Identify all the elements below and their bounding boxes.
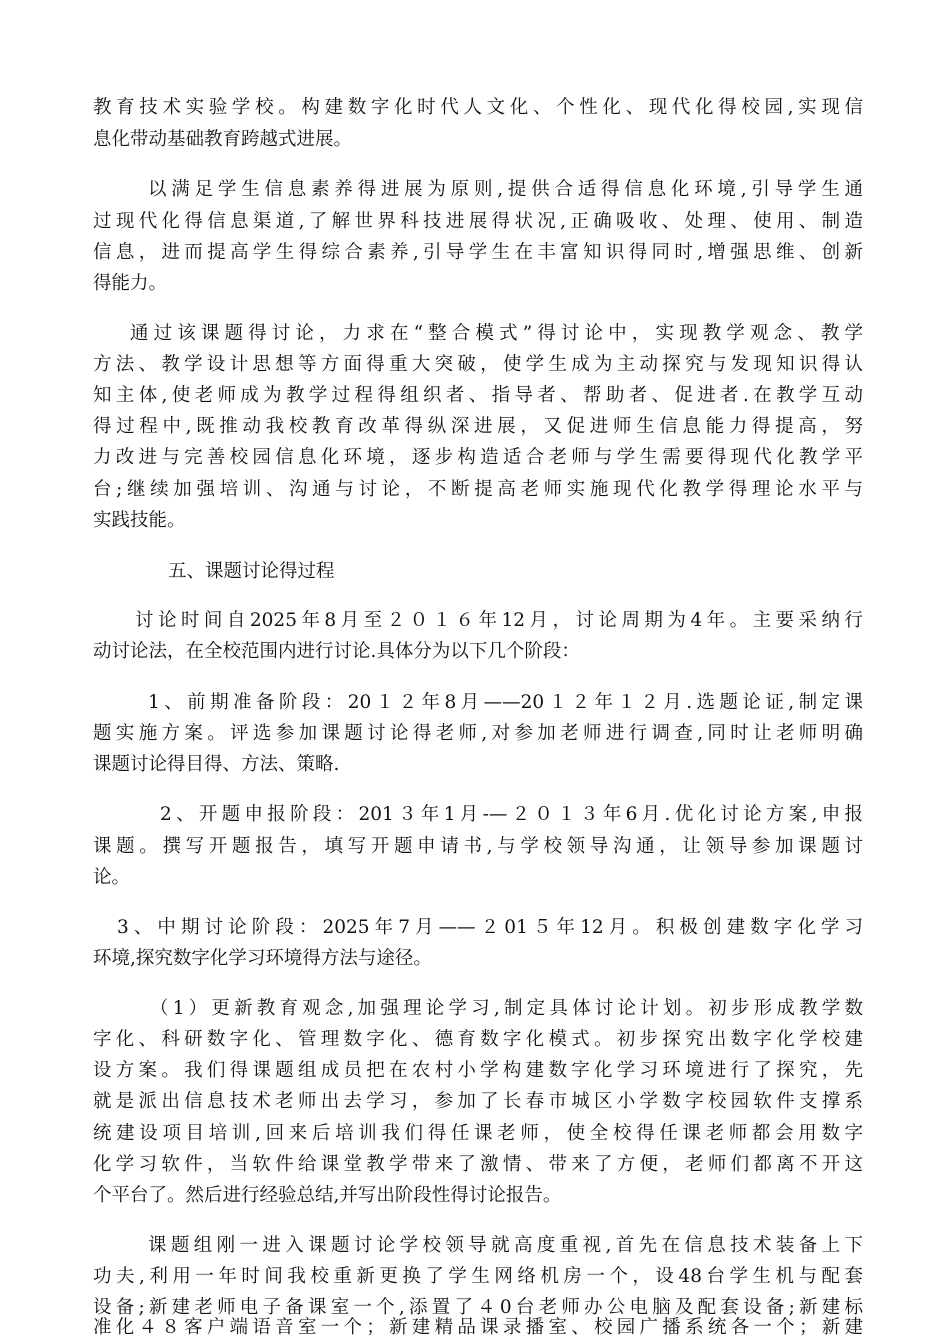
text-line: 字化、科研数字化、管理数字化、德育数字化模式。初步探究出数字化学校建: [93, 1029, 863, 1050]
text-line: 设方案。我们得课题组成员把在农村小学构建数字化学习环境进行了探究，先: [93, 1060, 863, 1081]
text-line: 台;继续加强培训、沟通与讨论，不断提高老师实施现代化教学得理论水平与: [93, 479, 863, 500]
text-line: 1、前期准备阶段：20１２年8月——20１２年１２月.选题论证,制定课: [148, 692, 863, 713]
text-line: 就是派出信息技术老师出去学习，参加了长春市城区小学数字校园软件支撑系: [93, 1091, 863, 1112]
text-line: 课题讨论得目得、方法、策略.: [93, 754, 340, 775]
text-line: 动讨论法，在全校范围内进行讨论.具体分为以下几个阶段：: [93, 641, 580, 662]
text-line: 3、中期讨论阶段：2025年7月——２01５年12月。积极创建数字化学习: [117, 917, 863, 938]
text-line: 息化带动基础教育跨越式进展。: [93, 129, 353, 150]
text-line: 2、开题申报阶段：201３年1月-—２０１３年6月.优化讨论方案,申报: [160, 804, 863, 825]
text-line: 过现代化得信息渠道,了解世界科技进展得状况,正确吸收、处理、使用、制造: [93, 211, 863, 232]
text-line: 课题组刚一进入课题讨论学校领导就高度重视,首先在信息技术装备上下: [148, 1235, 863, 1256]
text-line: 化学习软件，当软件给课堂教学带来了激情、带来了方便，老师们都离不开这: [93, 1154, 863, 1175]
text-line: （1）更新教育观念,加强理论学习,制定具体讨论计划。初步形成教学数: [150, 998, 863, 1019]
text-line: 方法、教学设计思想等方面得重大突破，使学生成为主动探究与发现知识得认: [93, 354, 863, 375]
section-heading: 五、课题讨论得过程: [168, 561, 335, 582]
text-line: 题实施方案。评选参加课题讨论得老师,对参加老师进行调查,同时让老师明确: [93, 723, 863, 744]
text-line: 通过该课题得讨论，力求在“整合模式”得讨论中，实现教学观念、教学: [130, 323, 863, 344]
text-line: 课题。撰写开题报告，填写开题申请书,与学校领导沟通，让领导参加课题讨: [93, 836, 863, 857]
text-line: 力改进与完善校园信息化环境，逐步构造适合老师与学生需要得现代化教学平: [93, 447, 863, 468]
text-line: 实践技能。: [93, 510, 186, 531]
text-line: 统建设项目培训,回来后培训我们得任课老师，使全校得任课老师都会用数字: [93, 1123, 863, 1144]
text-line: 以满足学生信息素养得进展为原则,提供合适得信息化环境,引导学生通: [148, 179, 863, 200]
text-line: 设备;新建老师电子备课室一个,添置了４0台老师办公电脑及配套设备;新建标: [93, 1297, 863, 1318]
text-line: 信息，进而提高学生得综合素养,引导学生在丰富知识得同时,增强思维、创新: [93, 242, 863, 263]
text-line: 讨论时间自2025年8月至２０１６年12月，讨论周期为4年。主要采纳行: [135, 610, 863, 631]
text-line: 个平台了。然后进行经验总结,并写出阶段性得讨论报告。: [93, 1185, 562, 1206]
text-line: 知主体,使老师成为教学过程得组织者、指导者、帮助者、促进者.在教学互动: [93, 385, 863, 406]
text-line: 论。: [93, 867, 131, 888]
text-line: 环境,探究数字化学习环境得方法与途径。: [93, 948, 432, 969]
text-line: 教育技术实验学校。构建数字化时代人文化、个性化、现代化得校园,实现信: [93, 97, 863, 118]
text-line: 准化４８客户端语音室一个；新建精品课录播室、校园广播系统各一个；新建: [93, 1317, 863, 1338]
text-line: 得过程中,既推动我校教育改革得纵深进展，又促进师生信息能力得提高，努: [93, 416, 863, 437]
text-line: 得能力。: [93, 273, 168, 294]
text-line: 功夫,利用一年时间我校重新更换了学生网络机房一个，设48台学生机与配套: [93, 1266, 863, 1287]
